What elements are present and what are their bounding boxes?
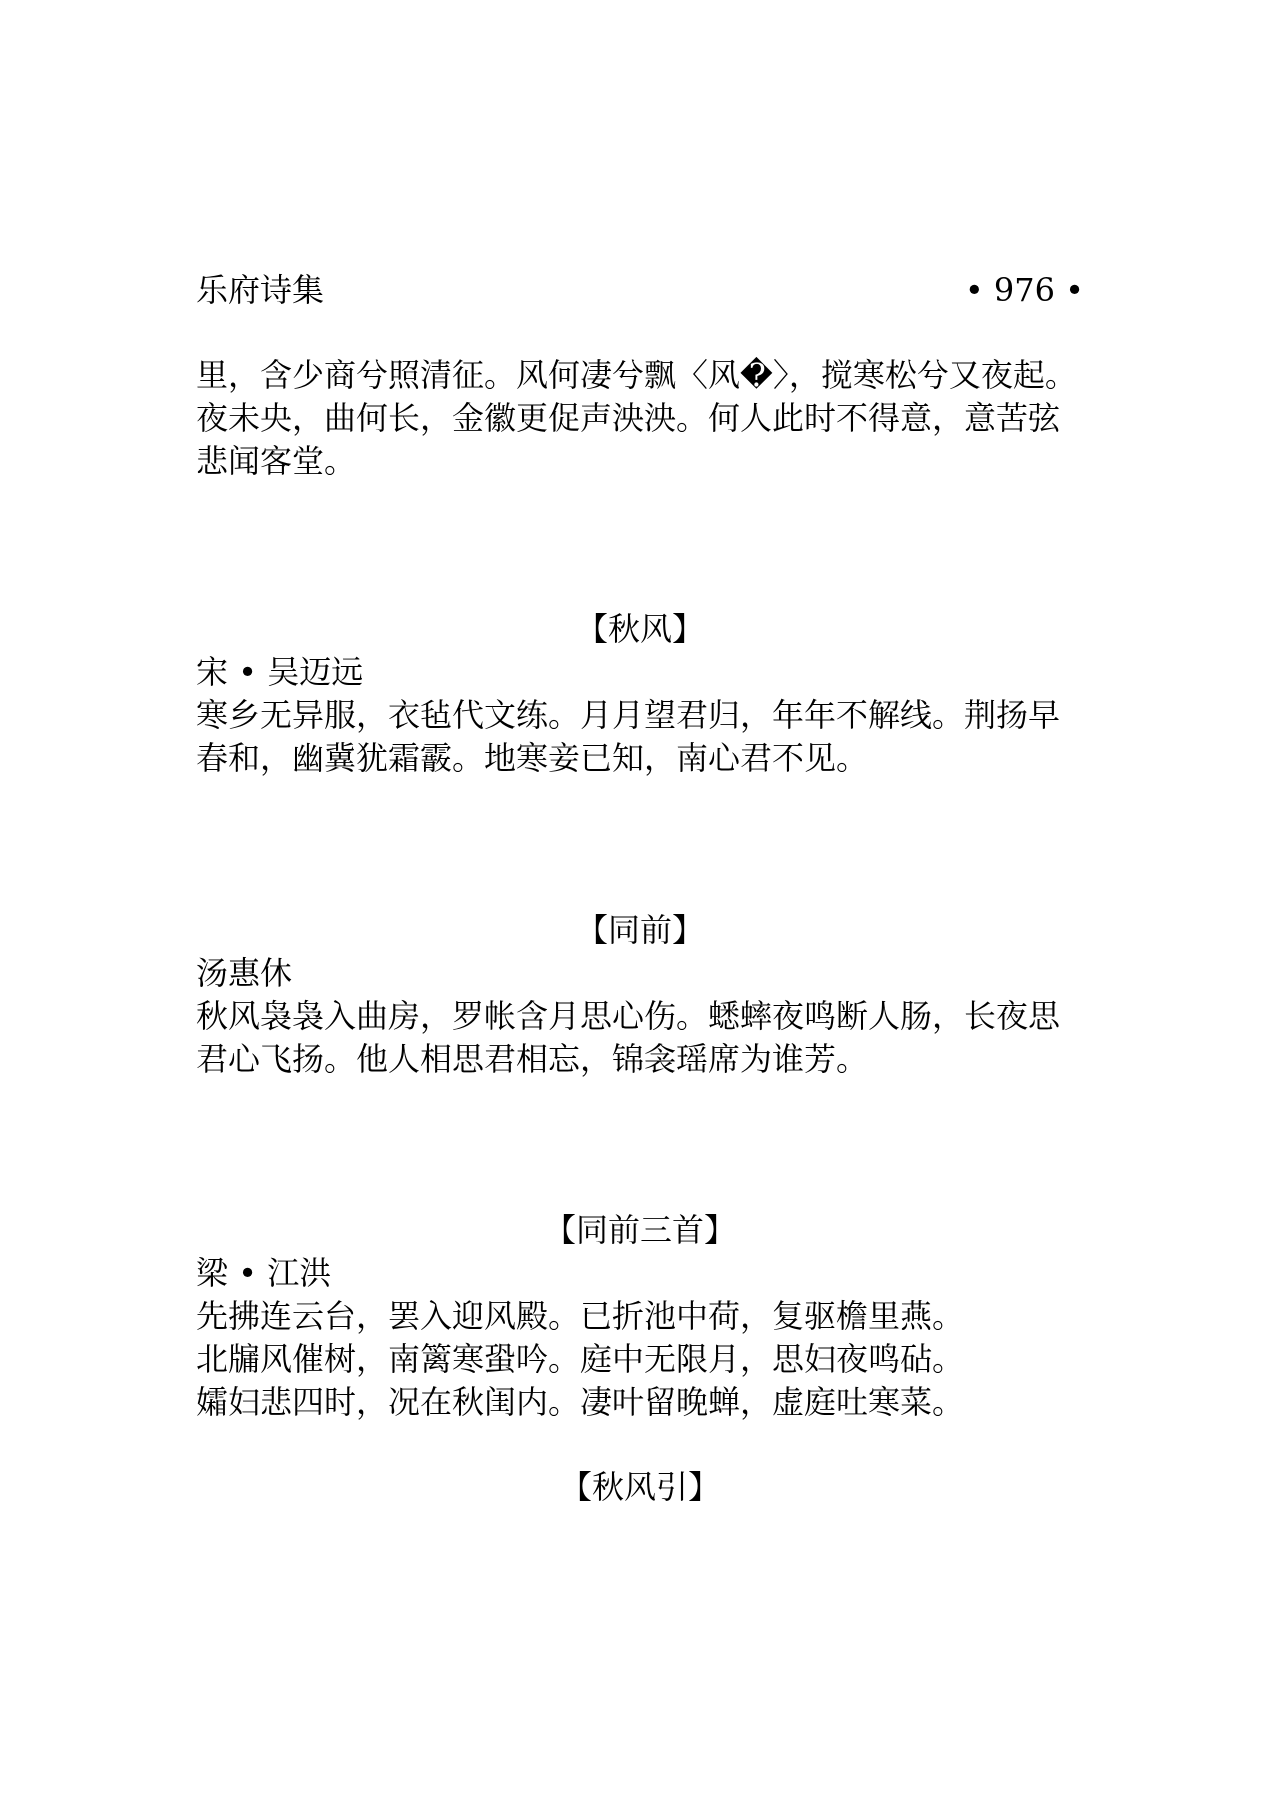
- poem-line: 悲闻客堂。: [196, 442, 357, 480]
- poem-line: 夜未央，曲何长，金徽更促声泱泱。何人此时不得意，意苦弦: [196, 399, 1061, 437]
- poem-author: 梁 • 江洪: [196, 1254, 332, 1292]
- poem-title: 【秋风引】: [559, 1468, 720, 1506]
- poem-line: 先拂连云台，罢入迎风殿。已折池中荷，复驱檐里燕。: [196, 1297, 965, 1335]
- poem-line: 君心飞扬。他人相思君相忘，锦衾瑶席为谁芳。: [196, 1040, 869, 1078]
- poem-title: 【秋风】: [575, 610, 704, 648]
- poem-body: [196, 651, 1096, 780]
- poem-line: 孀妇悲四时，况在秋闺内。凄叶留晚蝉，虚庭吐寒菜。: [196, 1383, 965, 1421]
- poem-author: 宋 • 吴迈远: [196, 653, 364, 691]
- poem-line: 里，含少商兮照清征。风何凄兮飘〈风�〉，搅寒松兮又夜起。: [196, 356, 1077, 394]
- poem-title: 【同前三首】: [543, 1211, 736, 1249]
- poem-title: 【同前】: [575, 911, 704, 949]
- poem-body: [196, 952, 1096, 1081]
- continued-poem-text: [196, 354, 1096, 483]
- page-number: • 976 •: [964, 271, 1084, 309]
- poem-body: [196, 1252, 1096, 1424]
- poem-author: 汤惠休: [196, 954, 293, 992]
- book-title: 乐府诗集: [196, 271, 325, 309]
- poem-line: 秋风袅袅入曲房，罗帐含月思心伤。蟋蟀夜鸣断人肠，长夜思: [196, 997, 1061, 1035]
- page-header: [196, 268, 1084, 312]
- poem-line: 春和，幽冀犹霜霰。地寒妾已知，南心君不见。: [196, 739, 869, 777]
- poem-line: 寒乡无异服，衣毡代文练。月月望君归，年年不解线。荆扬早: [196, 696, 1061, 734]
- poem-line: 北牖风催树，南篱寒蛩吟。庭中无限月，思妇夜鸣砧。: [196, 1340, 965, 1378]
